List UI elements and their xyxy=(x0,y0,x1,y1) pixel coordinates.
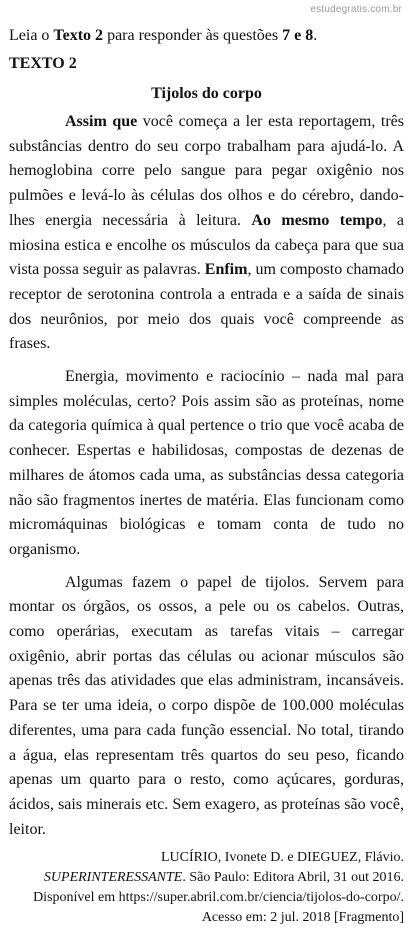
citation-access-date: Acesso em: 2 jul. 2018 [Fragmento] xyxy=(201,910,404,926)
citation-publication-details: . São Paulo: Editora Abril, 31 out 2016. xyxy=(182,870,404,886)
connective-assim-que: Assim que xyxy=(65,113,138,130)
document-page xyxy=(9,26,404,928)
citation-publication: SUPERINTERESSANTE xyxy=(43,870,183,886)
site-watermark: estudegratis.com.br xyxy=(310,4,402,15)
question-number-1: 7 xyxy=(282,27,291,44)
citation-publication-line xyxy=(9,868,404,888)
instruction-line xyxy=(9,26,404,46)
article-title: Tijolos do corpo xyxy=(151,85,262,102)
question-number-2: 8 xyxy=(305,27,314,44)
intro-prefix: Leia o xyxy=(9,27,54,44)
intro-suffix: . xyxy=(313,27,318,44)
paragraph-1-text-c: , um composto chamado receptor de serotonina controla a entrada e a saída de sinais dos neurônios, por meio dos quais você compreende as frases. xyxy=(9,261,404,353)
paragraph-2: Energia, movimento e raciocínio – nada mal para simples moléculas, certo? Pois assim são as proteínas, nome da categoria química à qual pertence o trio que você acaba de conhecer. Espertas e habilidosas, compostas de dezenas de milhares de átomos cada uma, as substâncias dessa categoria não são fragmentos inertes de matéria. Elas funcionam como micromáquinas biológicas e tomam conta de tudo no organismo. xyxy=(9,368,404,558)
intro-and: e xyxy=(290,27,306,44)
connective-ao-mesmo-tempo: Ao mesmo tempo xyxy=(251,211,383,229)
source-citation xyxy=(9,848,404,928)
paragraph-1 xyxy=(9,110,404,357)
paragraph-1-text-b: , a miosina estica e encolhe os músculos da cabeça para que sua vista possa seguir as palavras. xyxy=(9,211,404,279)
intro-middle: para responder às questões xyxy=(103,27,283,44)
paragraph-3: Algumas fazem o papel de tijolos. Servem para montar os órgãos, os ossos, a pele ou os cabelos. Outras, como operárias, executam as tarefas vitais – carregar oxigênio, abrir portas das células ou acionar músculos são apenas três das atividades que elas administram, incansáveis. Para se ter uma ideia, o corpo dispõe de 100.000 moléculas diferentes, uma para cada função essencial. No total, tirando a água, elas representam três quartos do seu peso, ficando apenas um quarto para o resto, como açúcares, gorduras, ácidos, sais minerais etc. Sem exagero, as proteínas são você, leitor. xyxy=(9,573,404,838)
section-label: TEXTO 2 xyxy=(9,55,77,72)
paragraph-1-text-a: você começa a ler esta reportagem, três substâncias dentro do seu corpo trabalham para ajudá-lo. A hemoglobina corre pelo sangue para pegar oxigênio nos pulmões e levá-lo às células dos olhos e do cérebro, dando-lhes energia necessária à leitura. xyxy=(9,113,405,229)
citation-url: Disponível em https://super.abril.com.br/ciencia/tijolos-do-corpo/. xyxy=(33,890,404,906)
connective-enfim: Enfim xyxy=(204,261,248,279)
intro-text-reference: Texto 2 xyxy=(53,27,104,44)
citation-authors: LUCÍRIO, Ivonete D. e DIEGUEZ, Flávio. xyxy=(160,850,404,866)
